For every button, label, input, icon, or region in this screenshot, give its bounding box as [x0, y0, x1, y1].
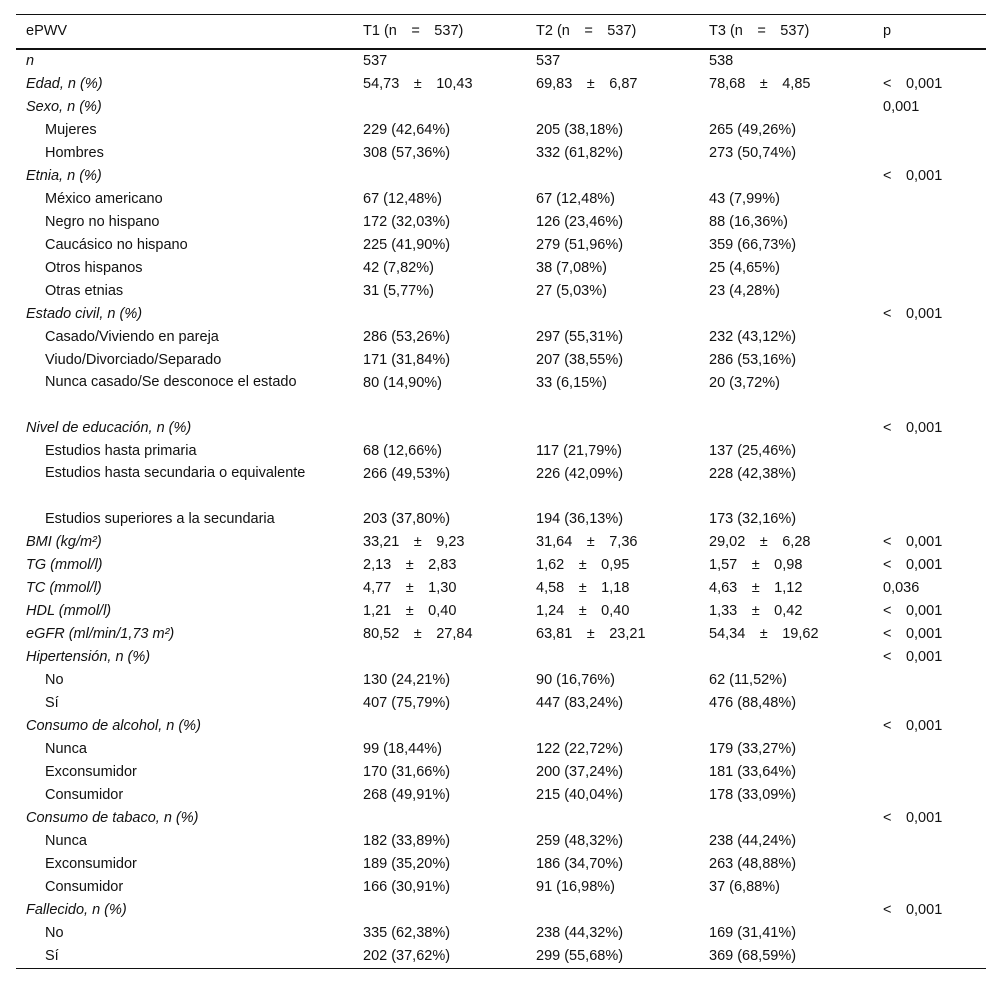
- cell-t1: 202 (37,62%): [363, 948, 451, 964]
- row-label: Caucásico no hispano: [45, 237, 188, 253]
- cell-t1: 80 (14,90%): [363, 375, 442, 391]
- cell-p: < 0,001: [883, 649, 943, 665]
- table-row: [16, 922, 986, 945]
- cell-t3: 173 (32,16%): [709, 511, 797, 527]
- cell-t2: 90 (16,76%): [536, 672, 615, 688]
- table-row: [16, 257, 986, 280]
- cell-t2: 186 (34,70%): [536, 856, 624, 872]
- row-label: Casado/Viviendo en pareja: [45, 329, 219, 345]
- cell-t3: 178 (33,09%): [709, 787, 797, 803]
- cell-t3: 78,68 ± 4,85: [709, 76, 811, 92]
- cell-t1: 54,73 ± 10,43: [363, 76, 473, 92]
- table-row: [16, 738, 986, 761]
- table-row: [16, 830, 986, 853]
- table-row: [16, 554, 986, 577]
- cell-p: 0,036: [883, 580, 920, 596]
- cell-t1: 203 (37,80%): [363, 511, 451, 527]
- table-row: [16, 234, 986, 257]
- row-label: Consumo de tabaco, n (%): [26, 810, 199, 826]
- cell-t3: 29,02 ± 6,28: [709, 534, 811, 550]
- cell-p: < 0,001: [883, 168, 943, 184]
- cell-p: < 0,001: [883, 626, 943, 642]
- cell-t2: 207 (38,55%): [536, 352, 624, 368]
- cell-t3: 1,57 ± 0,98: [709, 557, 803, 573]
- cell-t2: 122 (22,72%): [536, 741, 624, 757]
- header-t3: T3 (n = 537): [709, 23, 810, 39]
- cell-p: < 0,001: [883, 306, 943, 322]
- header-epwv: ePWV: [26, 23, 68, 39]
- cell-t3: 25 (4,65%): [709, 260, 780, 276]
- cell-t1: 170 (31,66%): [363, 764, 451, 780]
- row-label: n: [26, 53, 35, 69]
- row-label: Sí: [45, 695, 59, 711]
- row-label: Consumo de alcohol, n (%): [26, 718, 201, 734]
- row-label: Nivel de educación, n (%): [26, 420, 192, 436]
- cell-t3: 232 (43,12%): [709, 329, 797, 345]
- cell-t1: 335 (62,38%): [363, 925, 451, 941]
- cell-t1: 1,21 ± 0,40: [363, 603, 457, 619]
- cell-t2: 194 (36,13%): [536, 511, 624, 527]
- row-label: Sí: [45, 948, 59, 964]
- cell-t3: 286 (53,16%): [709, 352, 797, 368]
- cell-t3: 369 (68,59%): [709, 948, 797, 964]
- cell-t3: 54,34 ± 19,62: [709, 626, 819, 642]
- table-row: [16, 807, 986, 830]
- cell-t2: 299 (55,68%): [536, 948, 624, 964]
- row-label: Exconsumidor: [45, 856, 137, 872]
- row-label: Consumidor: [45, 787, 124, 803]
- table-row: [16, 876, 986, 899]
- row-label: Estado civil, n (%): [26, 306, 143, 322]
- row-label: Otros hispanos: [45, 260, 143, 276]
- cell-t3: 137 (25,46%): [709, 443, 797, 459]
- cell-t3: 88 (16,36%): [709, 214, 788, 230]
- row-label: No: [45, 925, 64, 941]
- cell-p: < 0,001: [883, 420, 943, 436]
- cell-t3: 23 (4,28%): [709, 283, 780, 299]
- table-row: [16, 211, 986, 234]
- cell-p: < 0,001: [883, 557, 943, 573]
- cell-t2: 205 (38,18%): [536, 122, 624, 138]
- cell-t2: 27 (5,03%): [536, 283, 607, 299]
- cell-p: < 0,001: [883, 76, 943, 92]
- row-label: Estudios hasta primaria: [45, 443, 197, 459]
- table-header: [16, 15, 986, 48]
- cell-t3: 181 (33,64%): [709, 764, 797, 780]
- cell-t3: 228 (42,38%): [709, 466, 797, 482]
- cell-t2: 332 (61,82%): [536, 145, 624, 161]
- cell-t1: 407 (75,79%): [363, 695, 451, 711]
- table-row: [16, 349, 986, 372]
- cell-t3: 476 (88,48%): [709, 695, 797, 711]
- cell-p: < 0,001: [883, 902, 943, 918]
- cell-t1: 4,77 ± 1,30: [363, 580, 457, 596]
- table-row: [16, 669, 986, 692]
- table-row: [16, 303, 986, 326]
- header-t2: T2 (n = 537): [536, 23, 637, 39]
- row-label: HDL (mmol/l): [26, 603, 112, 619]
- row-label: Negro no hispano: [45, 214, 160, 230]
- cell-t1: 229 (42,64%): [363, 122, 451, 138]
- row-label: Estudios superiores a la secundaria: [45, 511, 275, 527]
- cell-t1: 166 (30,91%): [363, 879, 451, 895]
- row-label: Etnia, n (%): [26, 168, 102, 184]
- cell-t1: 2,13 ± 2,83: [363, 557, 457, 573]
- cell-t2: 297 (55,31%): [536, 329, 624, 345]
- table-row: [16, 119, 986, 142]
- cell-t2: 1,62 ± 0,95: [536, 557, 630, 573]
- cell-t2: 4,58 ± 1,18: [536, 580, 630, 596]
- cell-p: < 0,001: [883, 718, 943, 734]
- row-label: Otras etnias: [45, 283, 124, 299]
- row-label: TG (mmol/l): [26, 557, 103, 573]
- cell-t2: 38 (7,08%): [536, 260, 607, 276]
- table-row: [16, 853, 986, 876]
- cell-t3: 62 (11,52%): [709, 672, 787, 688]
- cell-t1: 31 (5,77%): [363, 283, 434, 299]
- cell-p: < 0,001: [883, 810, 943, 826]
- cell-t3: 43 (7,99%): [709, 191, 780, 207]
- table-row: [16, 577, 986, 600]
- cell-t1: 33,21 ± 9,23: [363, 534, 465, 550]
- cell-t3: 263 (48,88%): [709, 856, 797, 872]
- cell-t1: 225 (41,90%): [363, 237, 451, 253]
- cell-t2: 259 (48,32%): [536, 833, 624, 849]
- cell-t1: 80,52 ± 27,84: [363, 626, 473, 642]
- table-row: [16, 417, 986, 440]
- row-label: Consumidor: [45, 879, 124, 895]
- cell-p: < 0,001: [883, 534, 943, 550]
- cell-t1: 42 (7,82%): [363, 260, 434, 276]
- cell-t1: 172 (32,03%): [363, 214, 451, 230]
- cell-t3: 359 (66,73%): [709, 237, 797, 253]
- results-table: [16, 14, 986, 969]
- table-row: [16, 188, 986, 211]
- table-row: [16, 692, 986, 715]
- row-label: eGFR (ml/min/1,73 m²): [26, 626, 175, 642]
- cell-t1: 266 (49,53%): [363, 466, 451, 482]
- table-row: [16, 715, 986, 738]
- table-row: [16, 372, 986, 417]
- table-row: [16, 326, 986, 349]
- row-label: BMI (kg/m²): [26, 534, 102, 550]
- cell-t2: 1,24 ± 0,40: [536, 603, 630, 619]
- row-label: Exconsumidor: [45, 764, 137, 780]
- cell-t3: 37 (6,88%): [709, 879, 780, 895]
- row-label: Viudo/Divorciado/Separado: [45, 352, 222, 368]
- cell-t1: 68 (12,66%): [363, 443, 442, 459]
- cell-t1: 171 (31,84%): [363, 352, 451, 368]
- cell-p: 0,001: [883, 99, 920, 115]
- cell-t2: 126 (23,46%): [536, 214, 624, 230]
- row-label: Hipertensión, n (%): [26, 649, 151, 665]
- cell-t1: 99 (18,44%): [363, 741, 442, 757]
- table-row: [16, 165, 986, 188]
- table-row: [16, 440, 986, 463]
- table-row: [16, 600, 986, 623]
- table-row: [16, 784, 986, 807]
- cell-t3: 4,63 ± 1,12: [709, 580, 803, 596]
- table-row: [16, 761, 986, 784]
- cell-t2: 215 (40,04%): [536, 787, 624, 803]
- row-label: Nunca casado/Se desconoce el estado: [45, 374, 297, 390]
- cell-t1: 182 (33,89%): [363, 833, 451, 849]
- cell-t1: 130 (24,21%): [363, 672, 451, 688]
- table-row: [16, 96, 986, 119]
- cell-t3: 538: [709, 53, 734, 69]
- cell-t2: 31,64 ± 7,36: [536, 534, 638, 550]
- header-t1: T1 (n = 537): [363, 23, 464, 39]
- row-label: Sexo, n (%): [26, 99, 102, 115]
- cell-t3: 1,33 ± 0,42: [709, 603, 803, 619]
- table-row: [16, 945, 986, 968]
- row-label: México americano: [45, 191, 163, 207]
- table-row: [16, 142, 986, 165]
- cell-t2: 238 (44,32%): [536, 925, 624, 941]
- row-label: Nunca: [45, 741, 87, 757]
- table-row: [16, 463, 986, 508]
- table-row: [16, 50, 986, 73]
- cell-t2: 69,83 ± 6,87: [536, 76, 638, 92]
- row-label: Edad, n (%): [26, 76, 103, 92]
- table-row: [16, 899, 986, 922]
- row-label: Estudios hasta secundaria o equivalente: [45, 465, 306, 481]
- cell-p: < 0,001: [883, 603, 943, 619]
- cell-t1: 268 (49,91%): [363, 787, 451, 803]
- row-label: Mujeres: [45, 122, 97, 138]
- table-row: [16, 508, 986, 531]
- row-label: Nunca: [45, 833, 87, 849]
- cell-t1: 537: [363, 53, 388, 69]
- table-row: [16, 646, 986, 669]
- row-label: No: [45, 672, 64, 688]
- table-row: [16, 623, 986, 646]
- table-body: [16, 50, 986, 968]
- cell-t3: 20 (3,72%): [709, 375, 780, 391]
- cell-t2: 537: [536, 53, 561, 69]
- header-p: p: [883, 23, 892, 39]
- table-row: [16, 73, 986, 96]
- cell-t1: 189 (35,20%): [363, 856, 451, 872]
- cell-t3: 238 (44,24%): [709, 833, 797, 849]
- bottom-rule: [16, 968, 986, 969]
- cell-t2: 226 (42,09%): [536, 466, 624, 482]
- cell-t1: 308 (57,36%): [363, 145, 451, 161]
- row-label: Fallecido, n (%): [26, 902, 127, 918]
- cell-t2: 67 (12,48%): [536, 191, 615, 207]
- cell-t3: 273 (50,74%): [709, 145, 797, 161]
- row-label: TC (mmol/l): [26, 580, 102, 596]
- row-label: Hombres: [45, 145, 104, 161]
- cell-t2: 200 (37,24%): [536, 764, 624, 780]
- cell-t2: 91 (16,98%): [536, 879, 615, 895]
- cell-t2: 117 (21,79%): [536, 443, 622, 459]
- cell-t1: 67 (12,48%): [363, 191, 442, 207]
- cell-t1: 286 (53,26%): [363, 329, 451, 345]
- table-row: [16, 531, 986, 554]
- table-row: [16, 280, 986, 303]
- cell-t3: 169 (31,41%): [709, 925, 797, 941]
- cell-t2: 33 (6,15%): [536, 375, 607, 391]
- cell-t2: 447 (83,24%): [536, 695, 624, 711]
- cell-t2: 279 (51,96%): [536, 237, 624, 253]
- cell-t3: 179 (33,27%): [709, 741, 797, 757]
- cell-t2: 63,81 ± 23,21: [536, 626, 646, 642]
- cell-t3: 265 (49,26%): [709, 122, 797, 138]
